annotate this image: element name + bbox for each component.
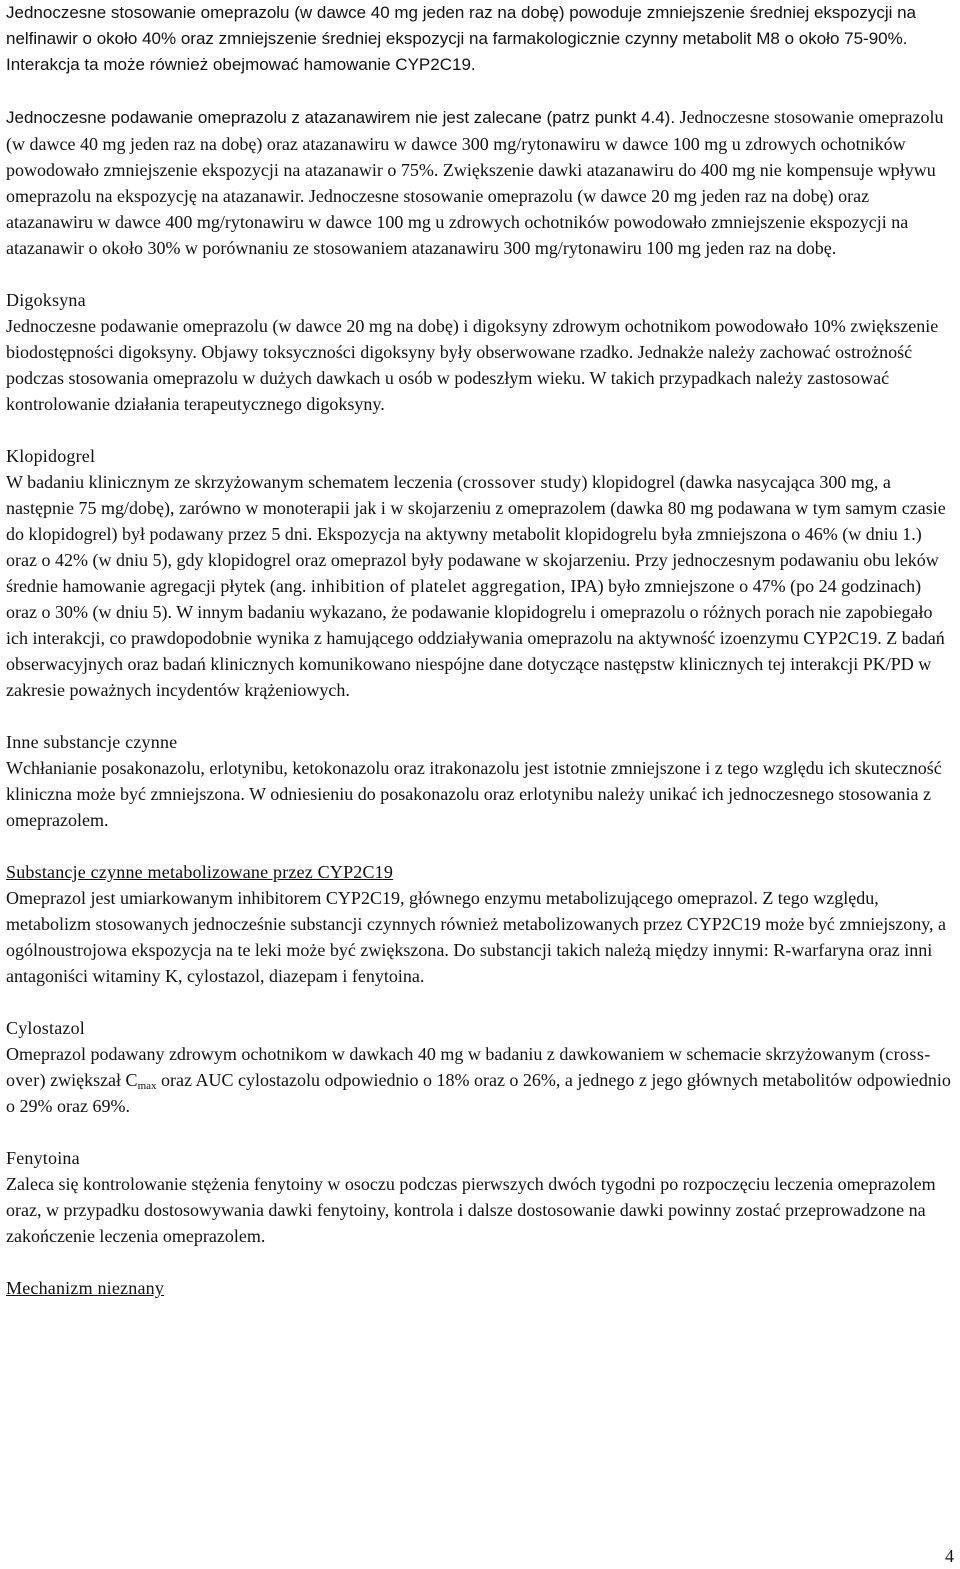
section-heading-substancje: Substancje czynne metabolizowane przez CYP2C19 (6, 862, 394, 882)
paragraph-fenytoina: Zaleca się kontrolowanie stężenia fenytoiny w osoczu podczas pierwszych dwóch tygodni po rozpoczęciu leczenia omeprazolem oraz, w przypadku dostosowywania dawki fenytoiny, kontrola i dalsze dostosowanie dawki powinny zostać przeprowadzone na zakończenie leczenia omeprazolem. (6, 1174, 936, 1246)
paragraph-atazanawir (6, 104, 956, 261)
atazanawir-dose-increase: Zwiększenie dawki atazanawiru do 400 mg nie kompensuje wpływu omeprazolu na ekspozycję na atazanawir. (6, 160, 936, 206)
section-heading-digoksyna: Digoksyna (6, 290, 86, 310)
klopidogrel-term-ipa: inhibition of platelet aggregation, (310, 576, 566, 596)
cylostazol-text-1: Omeprazol podawany zdrowym ochotnikom w dawkach 40 mg w badaniu z dawkowaniem w schemacie skrzyżowanym ( (6, 1044, 886, 1064)
paragraph-klopidogrel (6, 469, 956, 703)
section-heading-cylostazol: Cylostazol (6, 1018, 85, 1038)
klopidogrel-text-1: W badaniu klinicznym ze skrzyżowanym schematem leczenia ( (6, 472, 463, 492)
klopidogrel-text-2: ) klopidogrel (dawka nasycająca 300 mg, a następnie 75 mg/dobę), zarówno w monoterapii jak i w skojarzeniu z omeprazolem (dawka 80 mg podawana w tym samym czasie do klopidogrel) był podawany przez 5 dni. Ekspozycja na aktywny metabolit klopidogrelu była zmniejszona o 46% (w dniu 1.) oraz o 42% (w dniu 5), gdy klopidogrel oraz omeprazol były podawane w skojarzeniu. Przy jednoczesnym podawaniu obu leków średnie hamowanie agregacji płytek (ang. (6, 472, 946, 596)
paragraph-substancje: Omeprazol jest umiarkowanym inhibitorem CYP2C19, głównego enzymu metabolizującego omeprazol. Z tego względu, metabolizm stosowanych jednocześnie substancji czynnych również metabolizowanych przez CYP2C19 może być zmniejszony, a ogólnoustrojowa ekspozycja na te leki może być zwiększona. Do substancji takich należą między innymi: R-warfaryna oraz inni antagoniści witaminy K, cylostazol, diazepam i fenytoina. (6, 888, 947, 986)
paragraph-nelfinawir: Jednoczesne stosowanie omeprazolu (w dawce 40 mg jeden raz na dobę) powoduje zmniejszenie średniej ekspozycji na nelfinawir o około 40% oraz zmniejszenie średniej ekspozycji na farmakologicznie czynny metabolit M8 o około 75-90%. Interakcja ta może również obejmować hamowanie CYP2C19. (6, 3, 917, 74)
atazanawir-study-1: Jednoczesne stosowanie omeprazolu (w dawce 40 mg jeden raz na dobę) oraz atazanawiru w dawce 300 mg/rytonawiru w dawce 100 mg u zdrowych ochotników powodowało zmniejszenie ekspozycji na atazanawir o 75%. (6, 107, 944, 180)
atazanawir-recommendation: Jednoczesne podawanie omeprazolu z atazanawirem nie jest zalecane (patrz punkt 4.4). (6, 108, 676, 127)
paragraph-digoksyna: Jednoczesne podawanie omeprazolu (w dawce 20 mg na dobę) i digoksyny zdrowym ochotnikom powodowało 10% zwiększenie biodostępności digoksyny. Objawy toksyczności digoksyny były obserwowane rzadko. Jednakże należy zachować ostrożność podczas stosowania omeprazolu w dużych dawkach u osób w podeszłym wieku. W takich przypadkach należy zastosować kontrolowanie działania terapeutycznego digoksyny. (6, 316, 939, 414)
cylostazol-term-crossover: cross-over (6, 1044, 931, 1090)
cylostazol-text-3: oraz AUC cylostazolu odpowiednio o 18% oraz o 26%, a jednego z jego głównych metabolitów odpowiednio o 29% oraz 69%. (6, 1070, 951, 1116)
document-page (6, 0, 956, 1301)
klopidogrel-text-3: IPA) było zmniejszone o 47% (po 24 godzinach) oraz o 30% (w dniu 5). W innym badaniu wykazano, że podawanie klopidogrelu i omeprazolu o różnych porach nie zapobiegało ich interakcji, co prawdopodobnie wynika z hamującego oddziaływania omeprazolu na aktywność izoenzymu CYP2C19. Z badań obserwacyjnych oraz badań klinicznych komunikowano niespójne dane dotyczące następstw klinicznych tej interakcji PK/PD w zakresie poważnych incydentów krążeniowych. (6, 576, 945, 700)
cylostazol-text-2: ) zwiększał C (39, 1070, 138, 1090)
paragraph-cylostazol (6, 1041, 956, 1119)
section-heading-klopidogrel: Klopidogrel (6, 446, 96, 466)
atazanawir-study-2: Jednoczesne stosowanie omeprazolu (w dawce 20 mg jeden raz na dobę) oraz atazanawiru w dawce 400 mg/rytonawiru w dawce 100 mg u zdrowych ochotników powodowało zmniejszenie ekspozycji na atazanawir o około 30% w porównaniu ze stosowaniem atazanawiru 300 mg/rytonawiru 100 mg jeden raz na dobę. (6, 186, 909, 258)
page-number: 4 (945, 1546, 954, 1566)
section-heading-fenytoina: Fenytoina (6, 1148, 80, 1168)
section-heading-mechanizm: Mechanizm nieznany (6, 1278, 165, 1298)
klopidogrel-term-crossover: crossover study (462, 472, 582, 492)
cmax-subscript: max (137, 1080, 157, 1092)
section-heading-inne: Inne substancje czynne (6, 732, 178, 752)
paragraph-inne: Wchłanianie posakonazolu, erlotynibu, ketokonazolu oraz itrakonazolu jest istotnie zmniejszone i z tego względu ich skuteczność kliniczna może być zmniejszona. W odniesieniu do posakonazolu oraz erlotynibu należy unikać ich jednoczesnego stosowania z omeprazolem. (6, 758, 942, 830)
